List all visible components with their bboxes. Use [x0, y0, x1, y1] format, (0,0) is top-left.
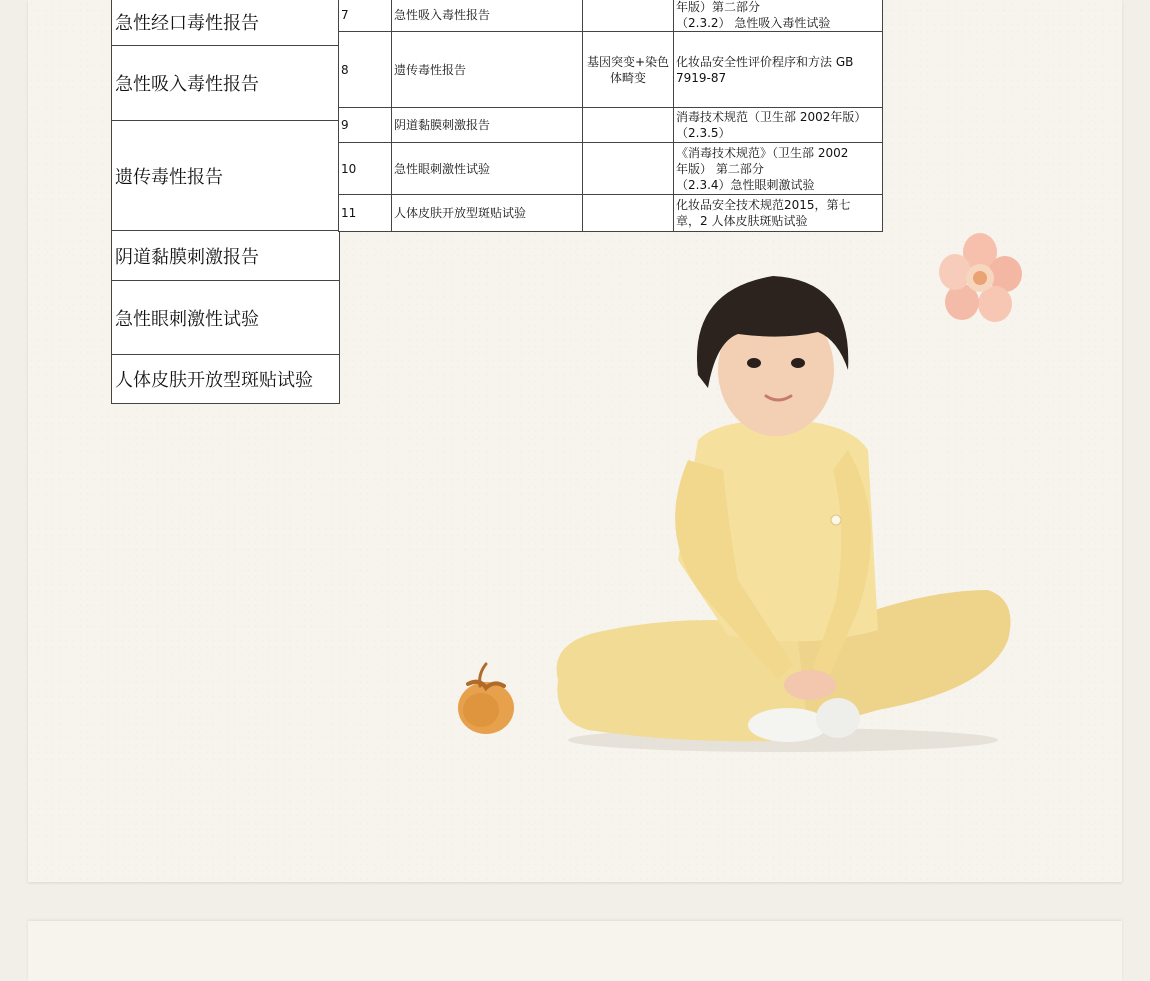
list-item — [112, 281, 339, 355]
list-item-label: 急性经口毒性报告 — [115, 12, 259, 34]
row-number: 7 — [339, 0, 392, 32]
list-item — [112, 231, 339, 281]
table-row — [339, 108, 883, 143]
list-item — [112, 46, 339, 121]
row-method: 基因突变+染色体畸变 — [583, 32, 674, 108]
test-table — [338, 0, 883, 232]
table-row — [339, 143, 883, 195]
list-item-label: 急性吸入毒性报告 — [115, 74, 259, 95]
row-number: 8 — [339, 32, 392, 108]
row-number: 11 — [339, 195, 392, 232]
table-row — [339, 0, 883, 32]
row-standard: 消毒技术规范（卫生部 2002年版） （2.3.5） — [674, 108, 883, 143]
list-item — [112, 0, 339, 46]
table-row — [339, 32, 883, 108]
row-number: 9 — [339, 108, 392, 143]
child-photo — [548, 270, 1018, 760]
persimmon-icon — [450, 660, 522, 740]
row-method — [583, 195, 674, 232]
row-standard: 年版）第二部分 （2.3.2） 急性吸入毒性试验 — [674, 0, 883, 32]
table-row — [339, 195, 883, 232]
row-name: 急性眼刺激性试验 — [392, 143, 583, 195]
list-item — [112, 121, 339, 231]
row-name: 遗传毒性报告 — [392, 32, 583, 108]
row-method — [583, 108, 674, 143]
list-item-label: 人体皮肤开放型斑贴试验 — [115, 370, 313, 391]
row-name: 阴道黏膜刺激报告 — [392, 108, 583, 143]
row-method — [583, 143, 674, 195]
row-standard: 《消毒技术规范》（卫生部 2002 年版） 第二部分 （2.3.4）急性眼刺激试验 — [674, 143, 883, 195]
list-item-label: 阴道黏膜刺激报告 — [115, 246, 259, 268]
list-item — [112, 355, 339, 404]
report-list — [111, 0, 340, 404]
list-item-label: 遗传毒性报告 — [115, 166, 223, 188]
row-standard: 化妆品安全技术规范2015，第七 章，2 人体皮肤斑贴试验 — [674, 195, 883, 232]
row-method — [583, 0, 674, 32]
row-name: 急性吸入毒性报告 — [392, 0, 583, 32]
row-name: 人体皮肤开放型斑贴试验 — [392, 195, 583, 232]
next-panel — [28, 921, 1122, 981]
row-number: 10 — [339, 143, 392, 195]
row-standard: 化妆品安全性评价程序和方法 GB 7919-87 — [674, 32, 883, 108]
list-item-label: 急性眼刺激性试验 — [115, 308, 259, 330]
